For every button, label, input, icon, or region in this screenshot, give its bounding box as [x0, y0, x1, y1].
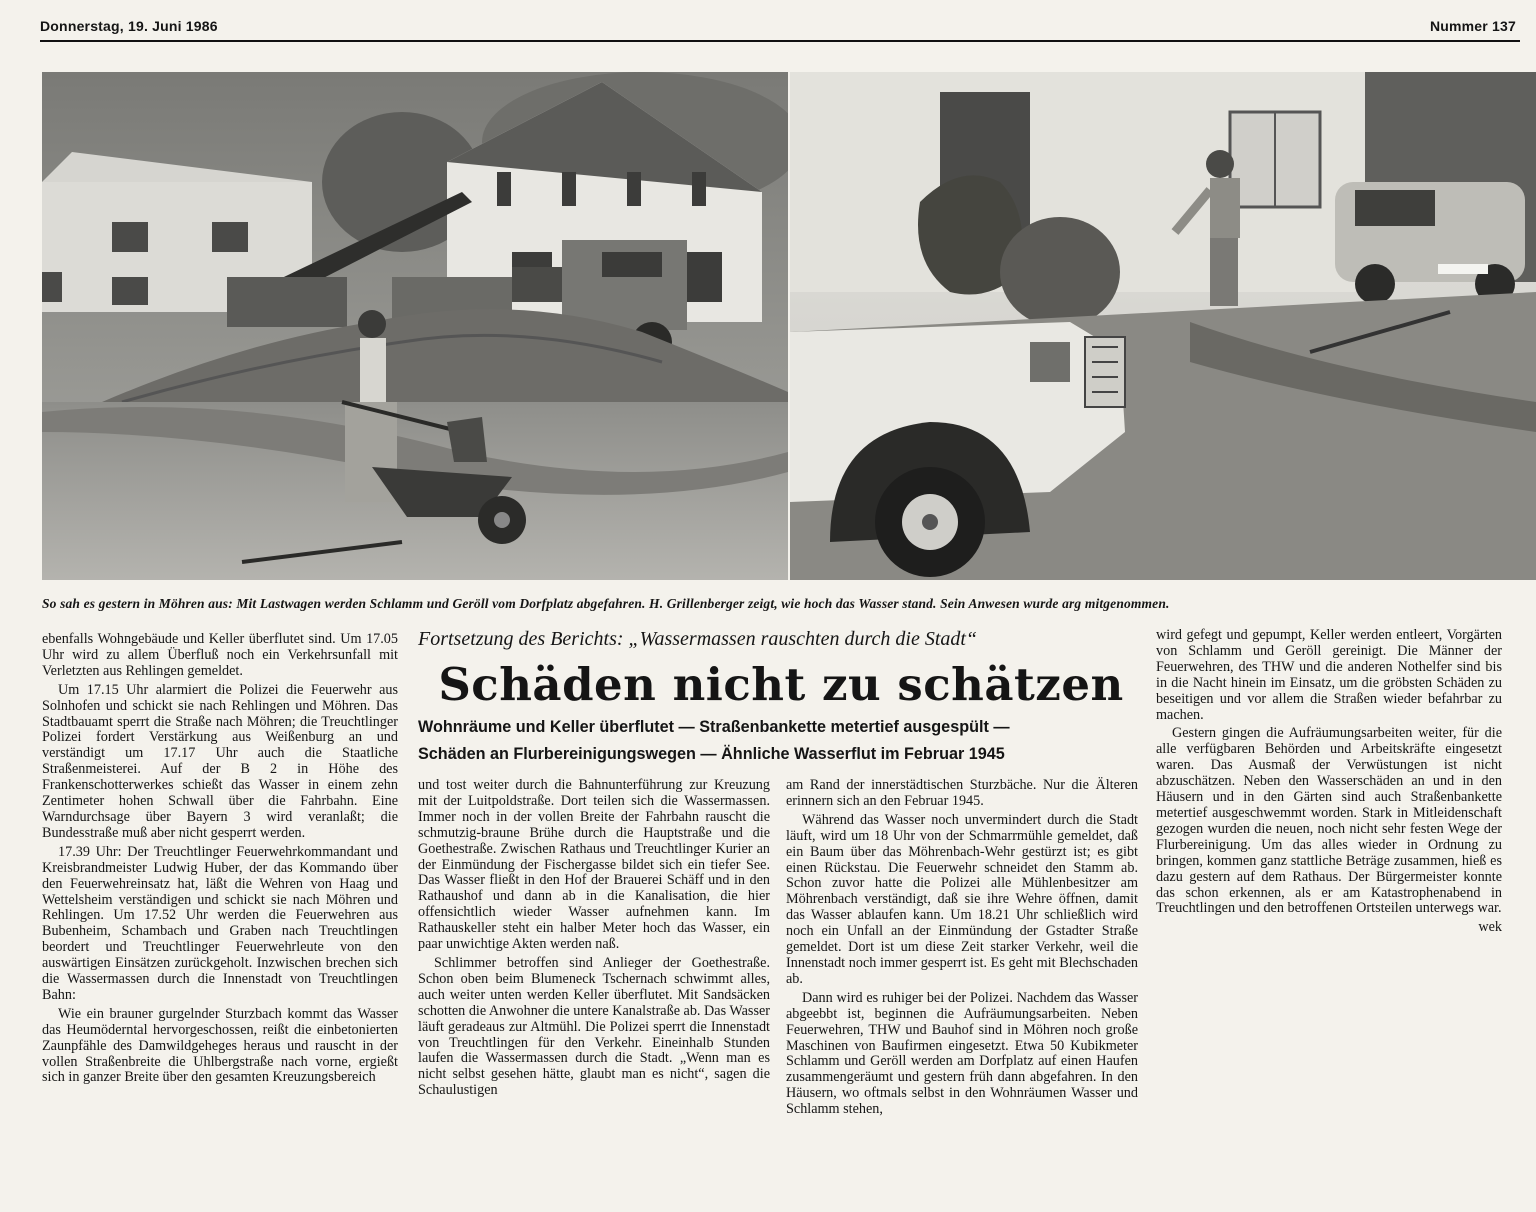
paragraph: Um 17.15 Uhr alarmiert die Polizei die Feuerwehr aus Solnhofen und schickt sie nach Rehlingen und Möhren. Das Stadtbauamt sperrt die Straße nach Möhren; die Treuchtlinger Polizei fordert Verstärkung aus Weißenburg an und verständigt um 17.17 Uhr auch die Staatliche Straßenmeisterei. Auf der B 2 in Höhe des Frankenschotterwerkes schießt das Wasser in einem zehn Zentimeter hohen Schwall über die Fahrbahn. Eine Warndurchsage über Bayern 3 wird veranlaßt; die Bundesstraße muß aber nicht gesperrt werden. — [42, 681, 398, 841]
headline: Schäden nicht zu schätzen — [438, 658, 1124, 711]
edition-date: Donnerstag, 19. Juni 1986 — [40, 18, 218, 34]
article-column-3 — [786, 778, 1138, 1118]
flooded-house-photo — [790, 72, 1536, 580]
paragraph: ebenfalls Wohngebäude und Keller überflutet sind. Um 17.05 Uhr wird zu allem Überfluß noch ein Verkehrsunfall mit Verletzten aus Rehlingen gemeldet. — [42, 631, 398, 679]
issue-number: Nummer 137 — [1429, 18, 1516, 34]
paragraph: Wie ein brauner gurgelnder Sturzbach kommt das Wasser das Heumöderntal hervorgeschossen, reißt die einbetonierten Zaunpfähle des Damwildgeheges heraus und rauscht in der vollen Straßenbreite die Uhlbergstraße nach vorne, ergießt sich in ganzer Breite über den gesamten Kreuzungsbereich — [42, 1005, 398, 1086]
paragraph: Dann wird es ruhiger bei der Polizei. Nachdem das Wasser abgeebbt ist, beginnen die Aufräumungsarbeiten. Neben Feuerwehren, THW und Bauhof sind in Möhren noch große Maschinen von Baufirmen eingesetzt. Etwa 50 Kubikmeter Schlamm und Geröll werden am Dorfplatz auf einen Haufen zusammengeräumt und gestern früh dann abgefahren. In den Häusern, wo oftmals selbst in den Wohnräumen Wasser und Schlamm stehen, — [786, 989, 1138, 1118]
subheadline-2: Schäden an Flurbereinigungswegen — Ähnliche Wasserflut im Februar 1945 — [418, 745, 1005, 763]
paragraph: am Rand der innerstädtischen Sturzbäche. Nur die Älteren erinnern sich an den Februar 1945. — [786, 777, 1138, 809]
paragraph: Gestern gingen die Aufräumungsarbeiten weiter, für die alle verfügbaren Behörden und Arbeitskräfte eingesetzt waren. Das Ausmaß der Verwüstungen ist nicht abzuschätzen. Neben den Wasserschäden an und in den Häusern und in den Gärten sind auch Straßenbankette metertief ausgeschwemmt worden. Stark in Mitleidenschaft gezogen wurden die neuen, noch nicht sehr festen Wege der Flurbereinigung. Um das alles wieder in Ordnung zu bringen, kommen ganz stattliche Beträge zusammen, hieß es dazu gestern auf dem Rathaus. Der Bürgermeister konnte das schon erkennen, als er am Katastrophenabend in Treuchtlingen und den betroffenen Ortsteilen unterwegs war. — [1156, 725, 1502, 917]
author-signature: wek — [1478, 919, 1502, 936]
street-cleanup-photo — [42, 72, 788, 580]
paragraph: Schlimmer betroffen sind Anlieger der Goethestraße. Schon oben beim Blumeneck Tschernach schwimmt alles, auch weiter unten werden Keller überflutet. Mit Sandsäcken schotten die Anwohner die untere Kanalstraße ab. Das Wasser läuft geradeaus zur Altmühl. Die Polizei sperrt die Innenstadt von Treuchtlingen für den Verkehr. Eineinhalb Stunden laufen die Wassermassen durch die Stadt. „Wenn man es nicht selbst gesehen hätte, glaubt man es nicht“, sagen die Schaulustigen — [418, 954, 770, 1099]
paragraph: wird gefegt und gepumpt, Keller werden entleert, Vorgärten von Schlamm und Geröll gereinigt. Die Männer der Feuerwehren, des THW und die anderen Nothelfer sind bis in die Nacht hinein im Einsatz, um die gröbsten Schäden zu beseitigen und vor allem die Straßen wieder befahrbar zu machen. — [1156, 627, 1502, 723]
paragraph: und tost weiter durch die Bahnunterführung zur Kreuzung mit der Luitpoldstraße. Dort teilen sich die Wassermassen. Immer noch in der vollen Breite der Fahrbahn rauscht die schmutzig-braune Brühe durch die Hauptstraße und die Goethestraße. Zwischen Rathaus und Treuchtlinger Kurier an der Einmündung der Fischergasse bildet sich ein tiefer See. Das Wasser fließt in den Hof der Brauerei Schäff und in den Rathaushof und dann ab in die Kanalisation, die hier offensichtlich wieder Wasser aufnehmen kann. Im Rathauskeller steht ein halber Meter hoch das Wasser, ein paar unwichtige Akten werden naß. — [418, 777, 770, 953]
header-rule — [40, 40, 1520, 42]
paragraph: 17.39 Uhr: Der Treuchtlinger Feuerwehrkommandant und Kreisbrandmeister Ludwig Huber, der das Kommando über den Feuerwehreinsatz hat, läßt die Wehren von Haag und Wettelsheim verständigen und schickt sie nach Möhren und Rehlingen. Um 17.52 Uhr werden die Feuerwehren aus Bubenheim, Schambach und Graben nach Treuchtlingen beordert und Treuchtlinger Feuerwehrleute von den auswärtigen Einsätzen zurückgeholt. Inzwischen brechen sich die Wassermassen durch die Innenstadt von Treuchtlingen Bahn: — [42, 843, 398, 1003]
photo-caption: So sah es gestern in Möhren aus: Mit Lastwagen werden Schlamm und Geröll vom Dorfplatz abgefahren. H. Grillenberger zeigt, wie hoch das Wasser stand. Sein Anwesen wurde arg mitgenommen. — [42, 596, 1170, 611]
paragraph: Während das Wasser noch unvermindert durch die Stadt läuft, wird um 18 Uhr von der Schmarrmühle gemeldet, daß ein Baum über das Möhrenbach-Wehr gestürzt ist; es gibt einen Rückstau. Die Feuerwehr schneidet den Stamm ab. Schon zuvor hatte die Polizei alle Mühlenbesitzer am Möhrenbach verständigt, daß sie ihre Wehre öffnen, damit das Wasser ablaufen kann. Um 18.21 Uhr schließlich wird noch ein Unfall an der Einmündung der Gstadter Straße gemeldet. Dort ist um diese Zeit starker Verkehr, weil die Innenstadt noch immer gesperrt ist. Es geht mit Blechschaden ab. — [786, 811, 1138, 987]
kicker-line: Fortsetzung des Berichts: „Wassermassen rauschten durch die Stadt“ — [418, 628, 978, 650]
article-column-4 — [1156, 628, 1502, 936]
article-column-1 — [42, 632, 398, 1086]
article-column-2 — [418, 778, 770, 1099]
subheadline-1: Wohnräume und Keller überflutet — Straßenbankette metertief ausgespült — — [418, 718, 1010, 736]
